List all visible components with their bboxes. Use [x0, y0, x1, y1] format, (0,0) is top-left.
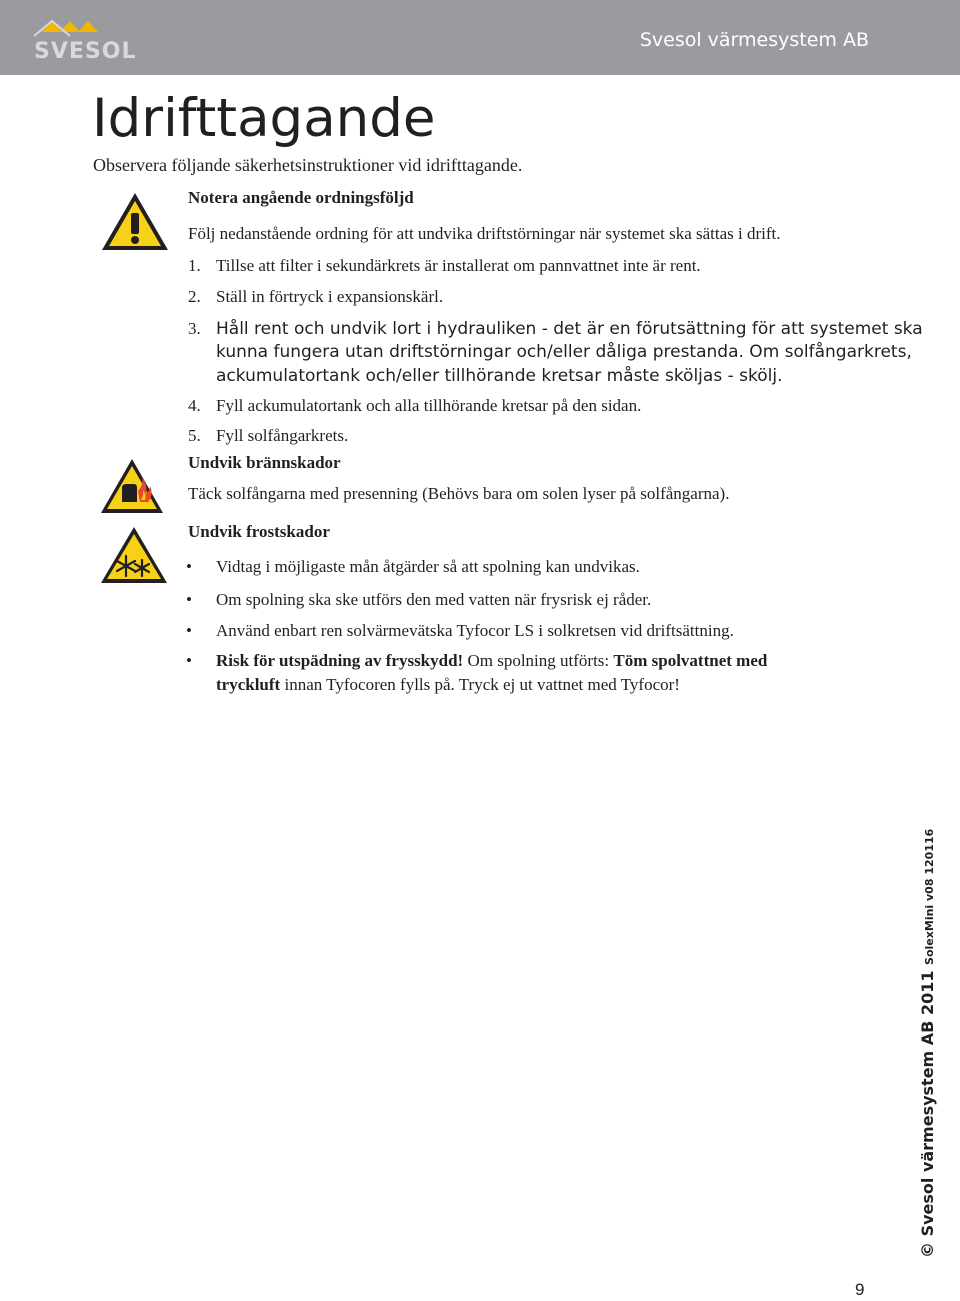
list-item-text: Tillse att filter i sekundärkrets är installerat om pannvattnet inte är rent. [216, 256, 701, 275]
svesol-logo [30, 18, 155, 62]
bullet-item-text-continued [216, 673, 680, 697]
order-heading: Notera angående ordningsföljd [188, 188, 414, 207]
list-item-text: ackumulatortank och/eller tillhörande kretsar måste sköljas - skölj. [216, 366, 783, 386]
list-item-text: kunna fungera utan driftstörningar och/eller dåliga prestanda. Om solfångarkrets, [216, 342, 912, 362]
svg-text:SVESOL: SVESOL [34, 39, 137, 62]
list-item-number: 5. [188, 426, 201, 445]
copyright-text: © Svesol värmesystem AB 2011 [918, 970, 937, 1258]
intro-text: Observera följande säkerhetsinstruktioner vid idrifttagande. [93, 155, 523, 175]
bullet-dot: • [186, 557, 192, 576]
order-lead: Följ nedanstående ordning för att undvika driftstörningar när systemet ska sättas i drift. [188, 224, 781, 243]
emphasis-text: Töm spolvattnet med [613, 651, 768, 670]
bullet-item-text [216, 649, 767, 673]
list-item-number: 1. [188, 256, 201, 275]
list-item-text: Håll rent och undvik lort i hydrauliken - det är en förutsättning för att systemet ska [216, 319, 923, 339]
header-company-name: Svesol värmesystem AB [639, 29, 869, 51]
list-item-text: Ställ in förtryck i expansionskärl. [216, 287, 444, 306]
list-item-text: Fyll ackumulatortank och alla tillhörande kretsar på den sidan. [216, 396, 642, 415]
version-text: SolexMini v08 120116 [923, 828, 936, 965]
list-item-number: 3. [188, 319, 201, 338]
warning-exclamation-icon [100, 191, 170, 252]
bullet-item-text: Vidtag i möjligaste mån åtgärder så att spolning kan undvikas. [216, 557, 640, 576]
bullet-dot: • [186, 621, 192, 640]
page-title: Idrifttagande [92, 88, 436, 149]
list-item-number: 2. [188, 287, 201, 306]
plain-text: Om spolning utförts: [463, 651, 614, 670]
hot-surface-warning-icon [100, 458, 164, 514]
frost-warning-icon [100, 526, 168, 584]
bullet-item-text: Om spolning ska ske utförs den med vatten när frysrisk ej råder. [216, 590, 652, 609]
bullet-dot: • [186, 651, 192, 670]
burns-text: Täck solfångarna med presenning (Behövs bara om solen lyser på solfångarna). [188, 484, 730, 503]
header-bar [0, 0, 960, 75]
emphasis-text: tryckluft [216, 675, 281, 694]
frost-heading: Undvik frostskador [188, 522, 330, 541]
plain-text: innan Tyfocoren fylls på. Tryck ej ut vattnet med Tyfocor! [280, 675, 680, 694]
side-copyright [918, 829, 940, 1258]
emphasis-text: Risk för utspädning av frysskydd! [216, 651, 464, 670]
list-item-text: Fyll solfångarkrets. [216, 426, 349, 445]
page-number: 9 [855, 1280, 865, 1299]
bullet-dot: • [186, 590, 192, 609]
list-item-number: 4. [188, 396, 201, 415]
burns-heading: Undvik brännskador [188, 453, 341, 472]
bullet-item-text: Använd enbart ren solvärmevätska Tyfocor LS i solkretsen vid driftsättning. [216, 621, 734, 640]
